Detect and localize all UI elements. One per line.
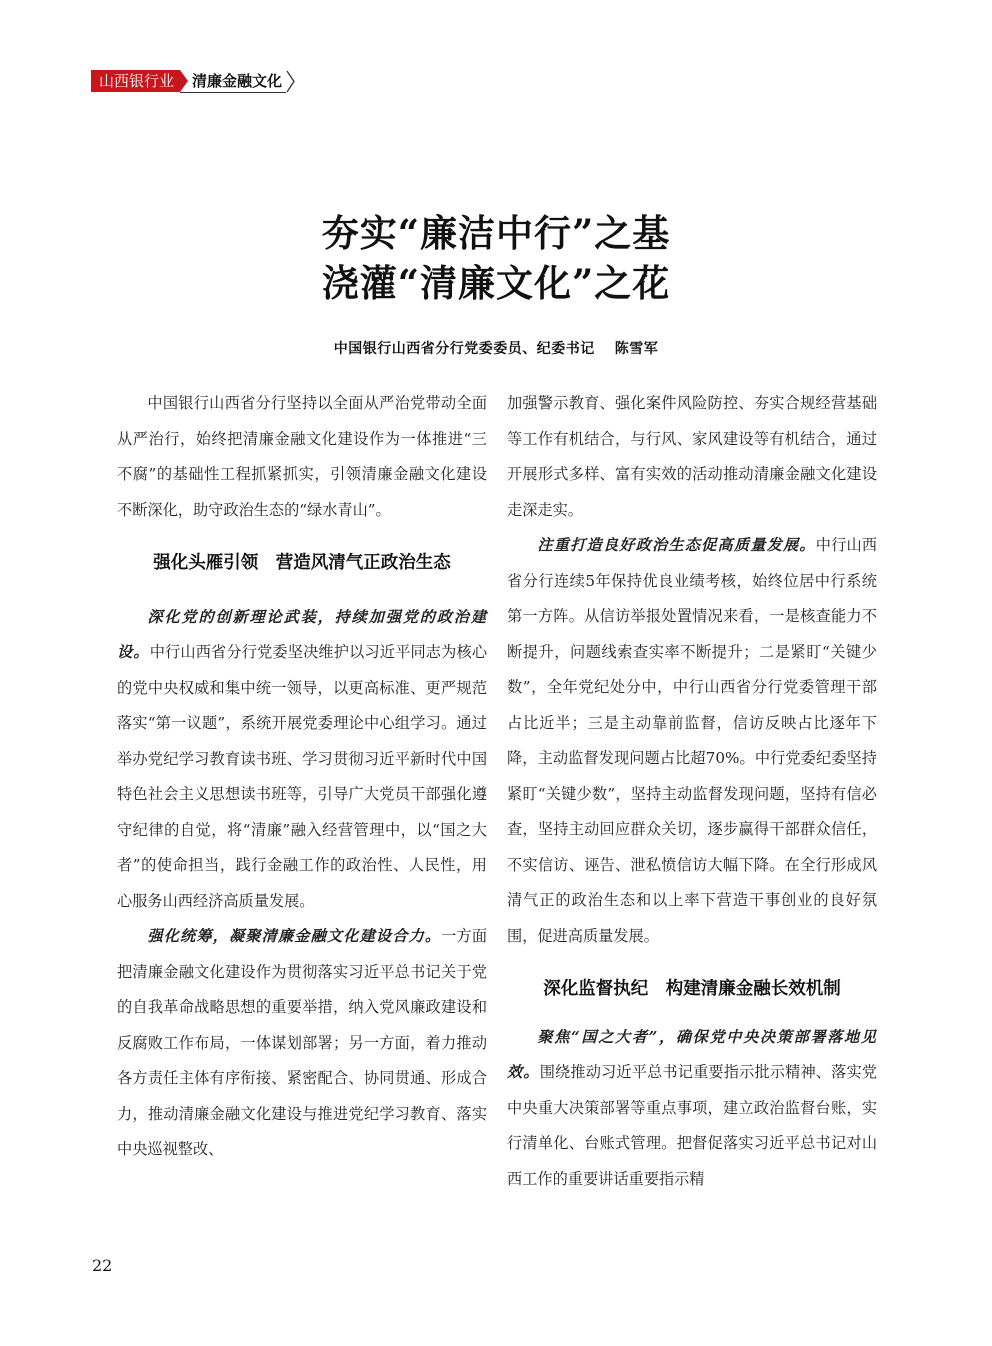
paragraph-lead: 聚焦“国之大者”，确保党中央决策部署落地见效。 bbox=[507, 1027, 877, 1081]
paragraph-lead: 深化党的创新理论武装，持续加强党的政治建设。 bbox=[117, 607, 487, 661]
paragraph-body: 围绕推动习近平总书记重要指示批示精神、落实党中央重大决策部署等重点事项，建立政治监督台账，实行清单化、台账式管理。把督促落实习近平总书记对山西工作的重要讲话重要指示精 bbox=[507, 1063, 878, 1188]
page-number: 22 bbox=[92, 1256, 113, 1275]
paragraph-body: 中行山西省分行党委坚决维护以习近平同志为核心的党中央权威和集中统一领导，以更高标准、更严规范落实“第一议题”，系统开展党委理论中心组学习。通过举办党纪学习教育读书班、学习贯彻习近平新时代中国特色社会主义思想读书班等，引导广大党员干部强化遵守纪律的自觉，将“清廉”融入经营管理中，以“国之大者”的使命担当，践行金融工作的政治性、人民性，用心服务山西经济高质量发展。 bbox=[117, 643, 488, 910]
author-position: 中国银行山西省分行党委委员、纪委书记 bbox=[333, 341, 595, 357]
title-line-1: 夯实“廉洁中行”之基 bbox=[321, 211, 671, 255]
paragraph bbox=[507, 528, 877, 954]
column-tag-label: 清廉金融文化 bbox=[180, 70, 286, 93]
paragraph-lead: 注重打造良好政治生态促高质量发展。 bbox=[537, 536, 816, 554]
paragraph-body: 中行山西省分行连续5年保持优良业绩考核，始终位居中行系统第一方阵。从信访举报处置情况来看，一是核查能力不断提升，问题线索查实率不断提升；二是紧盯“关键少数”，全年党纪处分中，中行山西省分行党委管理干部占比近半；三是主动靠前监督，信访反映占比逐年下降，主动监督发现问题占比超70%。中行党委纪委坚持紧盯“关键少数”，坚持主动监督发现问题，坚持有信必查，坚持主动回应群众关切，逐步赢得干部群众信任，不实信访、诬告、泄私愤信访大幅下降。在全行形成风清气正的政治生态和以上率下营造干事创业的良好氛围，促进高质量发展。 bbox=[507, 536, 878, 945]
chevron-right-icon bbox=[286, 70, 296, 92]
byline bbox=[0, 338, 992, 358]
intro-paragraph: 中国银行山西省分行坚持以全面从严治党带动全面从严治行，始终把清廉金融文化建设作为一体推进“三不腐”的基础性工程抓紧抓实，引领清廉金融文化建设不断深化，助守政治生态的“绿水青山”。 bbox=[117, 394, 487, 519]
author-name: 陈雪军 bbox=[614, 341, 659, 357]
paragraph-lead: 强化统筹，凝聚清廉金融文化建设合力。 bbox=[147, 927, 442, 945]
section-tag-label: 山西银行业 bbox=[91, 70, 180, 92]
article-title bbox=[0, 208, 992, 308]
paragraph-body: 一方面把清廉金融文化建设作为贯彻落实习近平总书记关于党的自我革命战略思想的重要举措，纳入党风廉政建设和反腐败工作布局，一体谋划部署；另一方面，着力推动各方责任主体有序衔接、紧密配合、协同贯通、形成合力，推动清廉金融文化建设与推进党纪学习教育、落实中央巡视整改、 bbox=[117, 927, 488, 1158]
section-header-tag bbox=[91, 66, 296, 96]
continued-paragraph: 加强警示教育、强化案件风险防控、夯实合规经营基础等工作有机结合，与行风、家风建设等有机结合，通过开展形式多样、富有实效的活动推动清廉金融文化建设走深走实。 bbox=[507, 394, 877, 519]
left-column bbox=[117, 386, 487, 1168]
right-column bbox=[507, 386, 877, 1197]
paragraph bbox=[117, 919, 487, 1168]
paragraph bbox=[117, 600, 487, 920]
title-line-2: 浇灌“清廉文化”之花 bbox=[321, 261, 671, 305]
paragraph bbox=[507, 1020, 877, 1198]
section-heading-1: 强化头雁引领 营造风清气正政治生态 bbox=[153, 553, 451, 573]
section-heading-2: 深化监督执纪 构建清廉金融长效机制 bbox=[543, 979, 841, 999]
